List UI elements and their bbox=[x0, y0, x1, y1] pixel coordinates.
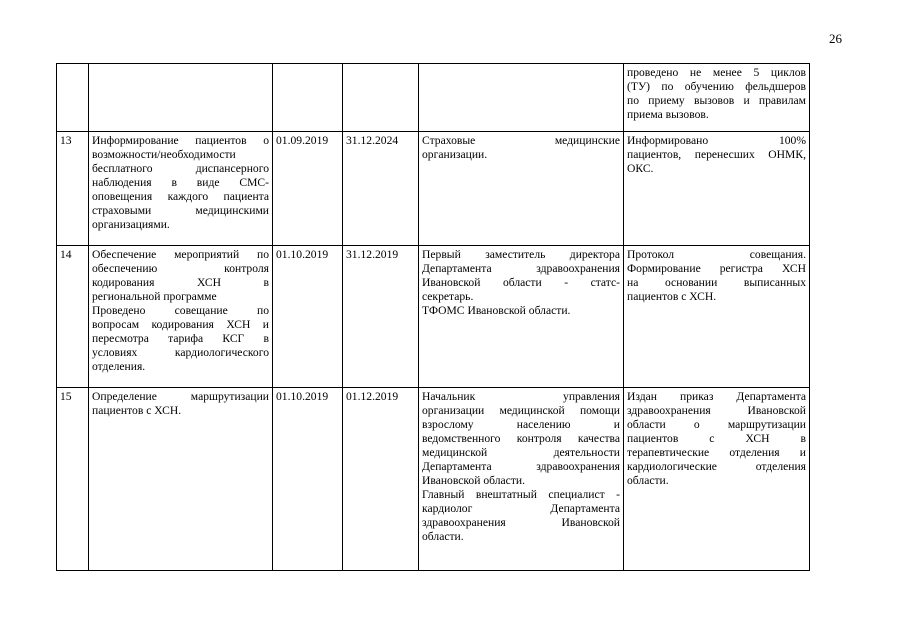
text-line: оповещения каждого пациента bbox=[92, 190, 269, 203]
text-line: пациентов, перенесших ОНМК, bbox=[627, 148, 806, 161]
text-line: кодирования ХСН в bbox=[92, 276, 269, 289]
action-plan-table bbox=[56, 63, 810, 571]
text-line: Проведено совещание по bbox=[92, 304, 269, 317]
text-line: проведено не менее 5 циклов bbox=[627, 66, 806, 79]
cell-event bbox=[89, 132, 273, 246]
cell-start-date bbox=[273, 64, 343, 132]
cell-result bbox=[624, 64, 810, 132]
text-line: страховыми медицинскими bbox=[92, 204, 269, 217]
cell-number bbox=[57, 64, 89, 132]
text-line: бесплатного диспансерного bbox=[92, 162, 269, 175]
text-line: медицинской деятельности bbox=[422, 446, 620, 459]
text-line: Департамента здравоохранения bbox=[422, 262, 620, 275]
text-line: пациентов с ХСН. bbox=[92, 404, 182, 417]
page-number: 26 bbox=[829, 31, 842, 46]
text-line: ведомственного контроля качества bbox=[422, 432, 620, 445]
cell-number: 13 bbox=[57, 132, 89, 246]
text-line: ТФОМС Ивановской области. bbox=[422, 304, 571, 317]
text-line: взрослому населению и bbox=[422, 418, 620, 431]
text-line: (ТУ) по обучению фельдшеров bbox=[627, 80, 806, 93]
text-line: Департамента здравоохранения bbox=[422, 460, 620, 473]
table-row bbox=[57, 388, 810, 571]
text-line: пациентов с ХСН в bbox=[627, 432, 806, 445]
cell-start-date: 01.09.2019 bbox=[273, 132, 343, 246]
text-line: вопросам кодирования ХСН и bbox=[92, 318, 269, 331]
cell-responsible bbox=[419, 388, 624, 571]
text-line: Протокол совещания. bbox=[627, 248, 806, 261]
cell-event bbox=[89, 64, 273, 132]
text-line: Первый заместитель директора bbox=[422, 248, 620, 261]
cell-result bbox=[624, 388, 810, 571]
text-line: секретарь. bbox=[422, 290, 474, 303]
text-line: региональной программе bbox=[92, 290, 217, 303]
text-line: Начальник управления bbox=[422, 390, 620, 403]
cell-responsible bbox=[419, 246, 624, 388]
text-line: Информировано 100% bbox=[627, 134, 806, 147]
text-line: на основании выписанных bbox=[627, 276, 806, 289]
text-line: Главный внештатный специалист - bbox=[422, 488, 620, 501]
table-row bbox=[57, 246, 810, 388]
cell-number: 14 bbox=[57, 246, 89, 388]
text-line: терапевтические отделения и bbox=[627, 446, 806, 459]
text-line: Ивановской области - статс- bbox=[422, 276, 620, 289]
cell-result bbox=[624, 132, 810, 246]
text-line: приема вызовов. bbox=[627, 108, 709, 121]
text-line: кардиологические отделения bbox=[627, 460, 806, 473]
cell-end-date: 01.12.2019 bbox=[343, 388, 419, 571]
text-line: по приему вызовов и правилам bbox=[627, 94, 806, 107]
table-row bbox=[57, 132, 810, 246]
text-line: области. bbox=[627, 474, 669, 487]
cell-event bbox=[89, 246, 273, 388]
text-line: обеспечению контроля bbox=[92, 262, 269, 275]
text-line: возможности/необходимости bbox=[92, 148, 236, 161]
table-row-continuation bbox=[57, 64, 810, 132]
text-line: отделения. bbox=[92, 360, 146, 373]
text-line: организациями. bbox=[92, 218, 170, 231]
text-line: ОКС. bbox=[627, 162, 654, 175]
text-line: области о маршрутизации bbox=[627, 418, 806, 431]
text-line: Издан приказ Департамента bbox=[627, 390, 806, 403]
cell-result bbox=[624, 246, 810, 388]
text-line: Формирование регистра ХСН bbox=[627, 262, 806, 275]
text-line: Обеспечение мероприятий по bbox=[92, 248, 269, 261]
text-line: кардиолог Департамента bbox=[422, 502, 620, 515]
cell-responsible bbox=[419, 64, 624, 132]
cell-responsible bbox=[419, 132, 624, 246]
text-line: наблюдения в виде СМС- bbox=[92, 176, 269, 189]
text-line: условиях кардиологического bbox=[92, 346, 269, 359]
text-line: Информирование пациентов о bbox=[92, 134, 269, 147]
cell-start-date: 01.10.2019 bbox=[273, 246, 343, 388]
cell-end-date: 31.12.2024 bbox=[343, 132, 419, 246]
text-line: здравоохранения Ивановской bbox=[422, 516, 620, 529]
text-line: здравоохранения Ивановской bbox=[627, 404, 806, 417]
cell-event bbox=[89, 388, 273, 571]
text-line: области. bbox=[422, 530, 464, 543]
text-line: пересмотра тарифа КСГ в bbox=[92, 332, 269, 345]
text-line: Страховые медицинские bbox=[422, 134, 620, 147]
text-line: Определение маршрутизации bbox=[92, 390, 269, 403]
cell-end-date: 31.12.2019 bbox=[343, 246, 419, 388]
text-line: пациентов с ХСН. bbox=[627, 290, 717, 303]
cell-end-date bbox=[343, 64, 419, 132]
cell-number: 15 bbox=[57, 388, 89, 571]
text-line: организации медицинской помощи bbox=[422, 404, 620, 417]
cell-start-date: 01.10.2019 bbox=[273, 388, 343, 571]
text-line: организации. bbox=[422, 148, 488, 161]
text-line: Ивановской области. bbox=[422, 474, 525, 487]
